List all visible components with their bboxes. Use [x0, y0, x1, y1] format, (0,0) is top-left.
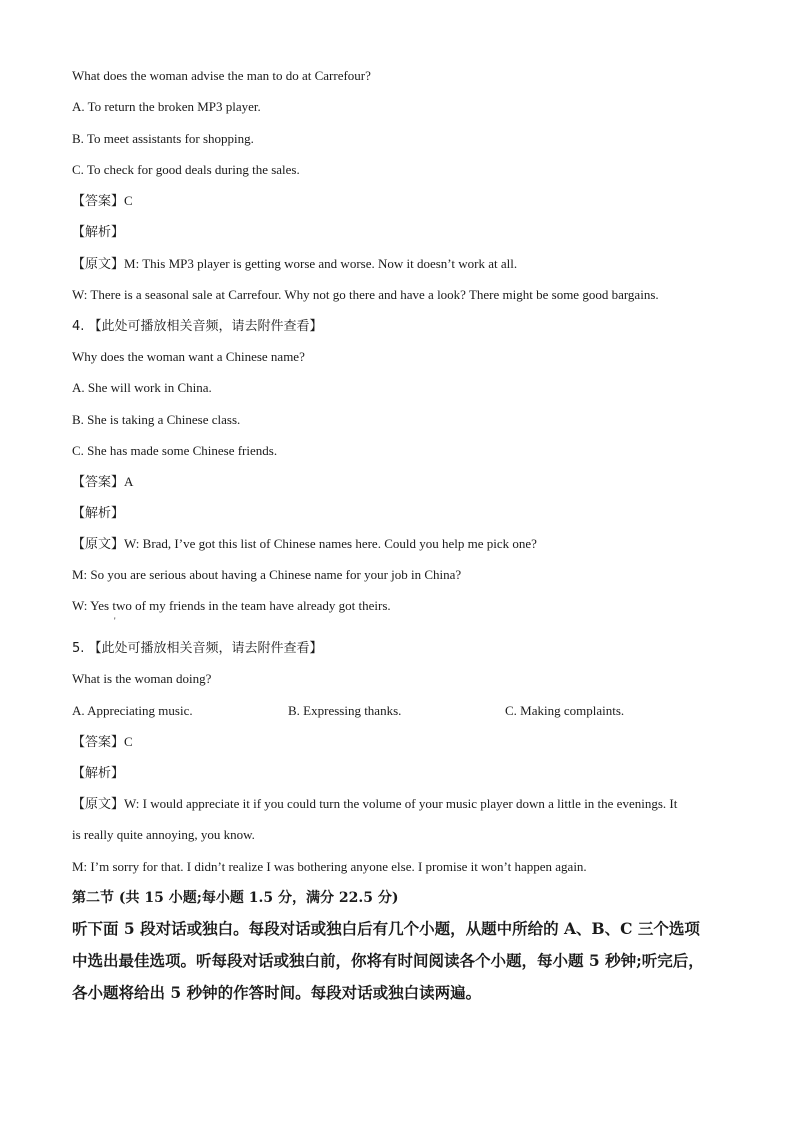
- q5-answer: [72, 733, 133, 752]
- q5-original-line-1: [72, 795, 677, 814]
- q5-options: [72, 702, 712, 720]
- section-heading: 第二节 (共 15 小题;每小题 1.5 分，满分 22.5 分): [72, 890, 399, 906]
- q5-option-b: B. Expressing thanks.: [288, 703, 402, 718]
- section-instruction-line-2: 中选出最佳选项。听每段对话或独白前，你将有时间阅读各个小题，每小题 5 秒钟;听完后，: [72, 951, 704, 970]
- q4-original-line-2: M: So you are serious about having a Chinese name for your job in China?: [72, 567, 462, 582]
- original-label: 【原文】: [72, 257, 125, 272]
- q3-original-line-2: W: There is a seasonal sale at Carrefour. Why not go there and have a look? There might be some good bargains.: [72, 287, 659, 302]
- original-text: M: This MP3 player is getting worse and worse. Now it doesn’t work at all.: [124, 256, 518, 271]
- analysis-label: 【解析】: [72, 766, 125, 781]
- q5-option-c: C. Making complaints.: [505, 703, 625, 718]
- answer-value: A: [124, 474, 134, 489]
- original-text: W: Brad, I’ve got this list of Chinese names here. Could you help me pick one?: [124, 536, 537, 551]
- section-instruction-line-1: 听下面 5 段对话或独白。每段对话或独白后有几个小题，从题中所给的 A、B、C 三个选项: [72, 919, 700, 938]
- stray-mark: ': [114, 616, 116, 626]
- analysis-label: 【解析】: [72, 225, 125, 240]
- q4-original-line-1: [72, 535, 537, 554]
- answer-label: 【答案】: [72, 475, 125, 490]
- q5-number-text: 5. 【此处可播放相关音频，请去附件查看】: [72, 641, 323, 656]
- q4-option-b: B. She is taking a Chinese class.: [72, 412, 241, 427]
- q5-option-a: A. Appreciating music.: [72, 703, 193, 718]
- q4-number: [72, 317, 323, 336]
- q5-original-line-2: is really quite annoying, you know.: [72, 827, 255, 842]
- q3-original-line-1: [72, 255, 517, 274]
- q4-original-line-3: W: Yes two of my friends in the team have already got theirs.: [72, 598, 391, 613]
- original-label: 【原文】: [72, 537, 125, 552]
- q5-number: [72, 639, 323, 658]
- q3-option-b: B. To meet assistants for shopping.: [72, 131, 254, 146]
- answer-value: C: [124, 193, 133, 208]
- answer-label: 【答案】: [72, 194, 125, 209]
- original-label: 【原文】: [72, 797, 125, 812]
- original-text: W: I would appreciate it if you could turn the volume of your music player down a little in the evenings. It: [124, 796, 678, 811]
- section-instruction-line-3: 各小题将给出 5 秒钟的作答时间。每段对话或独白读两遍。: [72, 983, 482, 1002]
- q3-option-c: C. To check for good deals during the sales.: [72, 162, 300, 177]
- q4-option-a: A. She will work in China.: [72, 380, 212, 395]
- q3-question: What does the woman advise the man to do at Carrefour?: [72, 68, 371, 83]
- q3-option-a: A. To return the broken MP3 player.: [72, 99, 261, 114]
- analysis-label: 【解析】: [72, 506, 125, 521]
- answer-value: C: [124, 734, 133, 749]
- q5-original-line-3: M: I’m sorry for that. I didn’t realize I was bothering anyone else. I promise it won’t happen again.: [72, 859, 587, 874]
- q5-analysis: [72, 764, 124, 783]
- q3-answer: [72, 192, 133, 211]
- q4-answer: [72, 473, 133, 492]
- q5-question: What is the woman doing?: [72, 671, 212, 686]
- q3-analysis: [72, 223, 124, 242]
- q4-question: Why does the woman want a Chinese name?: [72, 349, 305, 364]
- answer-label: 【答案】: [72, 735, 125, 750]
- q4-analysis: [72, 504, 124, 523]
- q4-option-c: C. She has made some Chinese friends.: [72, 443, 278, 458]
- q4-number-text: 4. 【此处可播放相关音频，请去附件查看】: [72, 319, 323, 334]
